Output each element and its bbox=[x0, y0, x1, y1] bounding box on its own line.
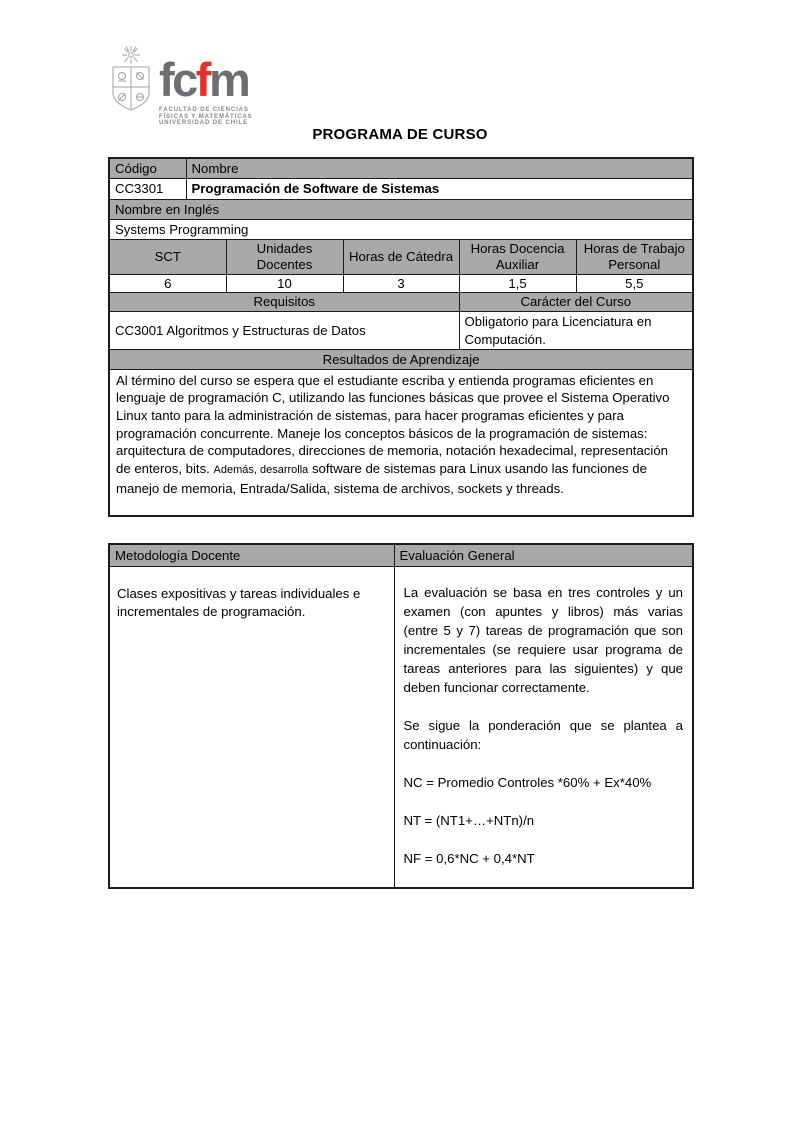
method-eval-table bbox=[108, 543, 694, 889]
table-row bbox=[109, 158, 693, 178]
credit-value-unidades: 10 bbox=[226, 274, 343, 292]
credit-value-auxiliar: 1,5 bbox=[459, 274, 576, 292]
credit-header-unidades: Unidades Docentes bbox=[226, 239, 343, 274]
credit-header-auxiliar: Horas Docencia Auxiliar bbox=[459, 239, 576, 274]
resultados-text-part1: Al término del curso se espera que el estudiante escriba y entienda programas eficientes en lenguaje de programación C, utilizando las funciones básicas que provee el Sistema Operativo Linux tanto para la administración de sistemas, para hacer programas eficientes y para programación concurrente. Maneje los conceptos básicos de la programación de sistemas: arquitectura de computadores, direcciones de memoria, notación hexadecimal, representación de enteros, bits. bbox=[116, 372, 670, 477]
table-row bbox=[109, 566, 693, 888]
table-row bbox=[109, 311, 693, 349]
caracter-value: Obligatorio para Licenciatura en Computación. bbox=[459, 311, 693, 349]
tagline-line: UNIVERSIDAD DE CHILE bbox=[159, 120, 249, 126]
requisitos-header: Requisitos bbox=[109, 292, 459, 311]
caracter-header: Carácter del Curso bbox=[459, 292, 693, 311]
credit-header-catedra: Horas de Cátedra bbox=[343, 239, 459, 274]
resultados-text-part3: software de sistemas para Linux usando las funciones de manejo de memoria, Entrada/Salida, sistema de archivos, sockets y threads. bbox=[116, 461, 647, 496]
evaluacion-header: Evaluación General bbox=[394, 544, 693, 566]
nombre-ingles-header: Nombre en Inglés bbox=[109, 199, 693, 219]
table-row bbox=[109, 369, 693, 516]
table-row bbox=[109, 178, 693, 199]
credit-value-catedra: 3 bbox=[343, 274, 459, 292]
evaluacion-cell bbox=[394, 566, 693, 888]
faculty-tagline bbox=[159, 107, 253, 127]
logo-text-block bbox=[159, 45, 253, 127]
credit-value-personal: 5,5 bbox=[576, 274, 693, 292]
formula-nt: NT = (NT1+…+NTn)/n bbox=[403, 812, 535, 828]
university-logo bbox=[110, 45, 253, 127]
table-row bbox=[109, 292, 693, 311]
nombre-header: Nombre bbox=[186, 158, 693, 178]
resultados-header: Resultados de Aprendizaje bbox=[109, 349, 693, 369]
formula-nc: NC = Promedio Controles *60% + Ex*40% bbox=[403, 774, 652, 790]
tagline-line: FÍSICAS Y MATEMÁTICAS bbox=[159, 113, 253, 120]
tagline-line: FACULTAD DE CIENCIAS bbox=[159, 107, 249, 113]
table-row bbox=[109, 349, 693, 369]
page-title: PROGRAMA DE CURSO bbox=[312, 126, 488, 143]
resultados-text-part2: Además, desarrolla bbox=[213, 464, 309, 477]
metodologia-header: Metodología Docente bbox=[109, 544, 394, 566]
course-info-table bbox=[108, 157, 694, 517]
table-row bbox=[109, 544, 693, 566]
credit-header-sct: SCT bbox=[109, 239, 226, 274]
nombre-value: Programación de Software de Sistemas bbox=[186, 178, 693, 199]
credit-header-personal: Horas de Trabajo Personal bbox=[576, 239, 693, 274]
table-row bbox=[109, 274, 693, 292]
evaluacion-paragraph: La evaluación se basa en tres controles y un examen (con apuntes y libros) más varias (entre 5 y 7) tareas de programación que son incrementales (se requiere usar programa de tareas anteriores para las siguientes) y que deben funcionar correctamente. bbox=[403, 584, 683, 695]
requisitos-value: CC3001 Algoritmos y Estructuras de Datos bbox=[109, 311, 459, 349]
metodologia-text: Clases expositivas y tareas individuales e incrementales de programación. bbox=[109, 566, 394, 888]
table-row bbox=[109, 199, 693, 219]
table-row bbox=[109, 219, 693, 239]
wordmark-letter-red: f bbox=[195, 53, 209, 106]
wordmark-letter: c bbox=[172, 53, 196, 106]
resultados-text bbox=[109, 369, 693, 516]
credit-value-sct: 6 bbox=[109, 274, 226, 292]
table-row bbox=[109, 239, 693, 274]
codigo-value: CC3301 bbox=[109, 178, 186, 199]
wordmark-letter: m bbox=[208, 53, 249, 106]
nombre-ingles-value: Systems Programming bbox=[109, 219, 693, 239]
evaluacion-paragraph: Se sigue la ponderación que se plantea a continuación: bbox=[403, 717, 683, 752]
formula-nf: NF = 0,6*NC + 0,4*NT bbox=[403, 850, 535, 866]
codigo-header: Código bbox=[109, 158, 186, 178]
wordmark-letter: f bbox=[159, 53, 173, 106]
fcfm-wordmark bbox=[159, 53, 253, 106]
university-crest-icon bbox=[110, 45, 152, 113]
